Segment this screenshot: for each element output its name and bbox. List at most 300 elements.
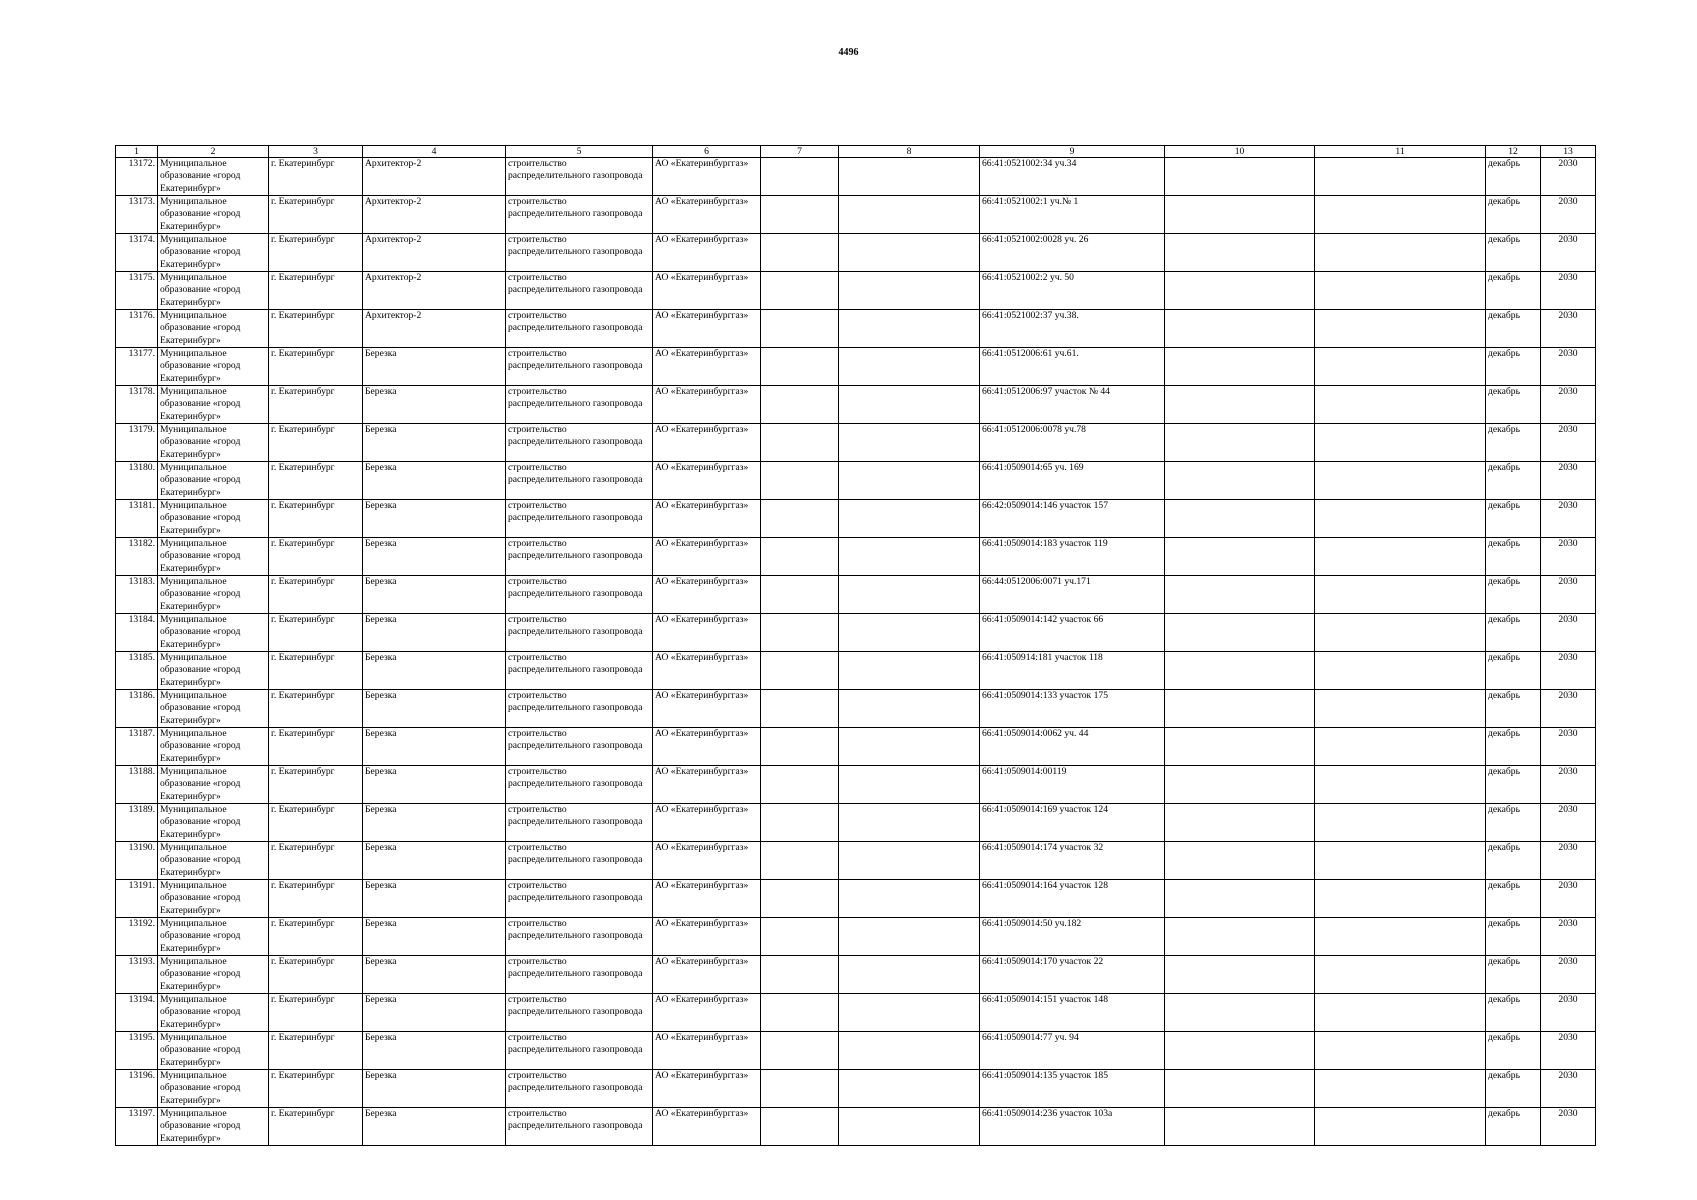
table-row: [116, 576, 1596, 614]
purpose-cell: строительство распределительного газопровода: [506, 918, 653, 956]
locality-cell: г. Екатеринбург: [269, 728, 363, 766]
column-11-cell: [1315, 918, 1486, 956]
settlement-cell: Березка: [363, 804, 506, 842]
column-header: 4: [363, 146, 506, 158]
column-8-cell: [839, 272, 980, 310]
column-header: 1: [116, 146, 158, 158]
purpose-cell: строительство распределительного газопровода: [506, 462, 653, 500]
locality-cell: г. Екатеринбург: [269, 690, 363, 728]
column-8-cell: [839, 576, 980, 614]
year-cell: 2030: [1541, 994, 1596, 1032]
locality-cell: г. Екатеринбург: [269, 424, 363, 462]
cadastral-number-cell: 66:41:0509014:183 участок 119: [980, 538, 1165, 576]
table-row: [116, 1108, 1596, 1146]
column-8-cell: [839, 804, 980, 842]
column-7-cell: [761, 196, 839, 234]
table-row: [116, 956, 1596, 994]
purpose-cell: строительство распределительного газопровода: [506, 614, 653, 652]
locality-cell: г. Екатеринбург: [269, 918, 363, 956]
locality-cell: г. Екатеринбург: [269, 196, 363, 234]
table-row: [116, 158, 1596, 196]
row-number-cell: 13176.: [116, 310, 158, 348]
column-10-cell: [1165, 538, 1315, 576]
operator-cell: АО «Екатеринбурггаз»: [653, 500, 761, 538]
month-cell: декабрь: [1486, 842, 1541, 880]
table-body: [116, 158, 1596, 1146]
locality-cell: г. Екатеринбург: [269, 386, 363, 424]
month-cell: декабрь: [1486, 690, 1541, 728]
table-row: [116, 348, 1596, 386]
column-7-cell: [761, 994, 839, 1032]
owner-cell: Муниципальное образование «город Екатеринбург»: [158, 196, 269, 234]
owner-cell: Муниципальное образование «город Екатеринбург»: [158, 994, 269, 1032]
row-number-cell: 13192.: [116, 918, 158, 956]
year-cell: 2030: [1541, 386, 1596, 424]
settlement-cell: Березка: [363, 1070, 506, 1108]
table-row: [116, 652, 1596, 690]
owner-cell: Муниципальное образование «город Екатеринбург»: [158, 690, 269, 728]
year-cell: 2030: [1541, 766, 1596, 804]
year-cell: 2030: [1541, 158, 1596, 196]
column-10-cell: [1165, 1070, 1315, 1108]
operator-cell: АО «Екатеринбурггаз»: [653, 766, 761, 804]
column-header: 8: [839, 146, 980, 158]
operator-cell: АО «Екатеринбурггаз»: [653, 348, 761, 386]
column-header: 10: [1165, 146, 1315, 158]
owner-cell: Муниципальное образование «город Екатеринбург»: [158, 728, 269, 766]
locality-cell: г. Екатеринбург: [269, 500, 363, 538]
column-11-cell: [1315, 766, 1486, 804]
row-number-cell: 13177.: [116, 348, 158, 386]
row-number-cell: 13173.: [116, 196, 158, 234]
column-11-cell: [1315, 956, 1486, 994]
settlement-cell: Березка: [363, 880, 506, 918]
year-cell: 2030: [1541, 196, 1596, 234]
column-10-cell: [1165, 880, 1315, 918]
purpose-cell: строительство распределительного газопровода: [506, 728, 653, 766]
row-number-cell: 13197.: [116, 1108, 158, 1146]
column-7-cell: [761, 728, 839, 766]
column-header: 7: [761, 146, 839, 158]
operator-cell: АО «Екатеринбурггаз»: [653, 462, 761, 500]
purpose-cell: строительство распределительного газопровода: [506, 234, 653, 272]
settlement-cell: Архитектор-2: [363, 196, 506, 234]
year-cell: 2030: [1541, 234, 1596, 272]
table-row: [116, 690, 1596, 728]
year-cell: 2030: [1541, 918, 1596, 956]
locality-cell: г. Екатеринбург: [269, 1070, 363, 1108]
owner-cell: Муниципальное образование «город Екатеринбург»: [158, 424, 269, 462]
settlement-cell: Березка: [363, 956, 506, 994]
owner-cell: Муниципальное образование «город Екатеринбург»: [158, 614, 269, 652]
owner-cell: Муниципальное образование «город Екатеринбург»: [158, 956, 269, 994]
year-cell: 2030: [1541, 842, 1596, 880]
purpose-cell: строительство распределительного газопровода: [506, 196, 653, 234]
purpose-cell: строительство распределительного газопровода: [506, 956, 653, 994]
row-number-cell: 13184.: [116, 614, 158, 652]
year-cell: 2030: [1541, 804, 1596, 842]
cadastral-number-cell: 66:41:0521002:37 уч.38.: [980, 310, 1165, 348]
owner-cell: Муниципальное образование «город Екатеринбург»: [158, 500, 269, 538]
settlement-cell: Березка: [363, 728, 506, 766]
column-10-cell: [1165, 576, 1315, 614]
column-11-cell: [1315, 424, 1486, 462]
cadastral-number-cell: 66:41:0521002:2 уч. 50: [980, 272, 1165, 310]
column-7-cell: [761, 956, 839, 994]
settlement-cell: Березка: [363, 842, 506, 880]
row-number-cell: 13182.: [116, 538, 158, 576]
operator-cell: АО «Екатеринбурггаз»: [653, 272, 761, 310]
purpose-cell: строительство распределительного газопровода: [506, 1108, 653, 1146]
column-11-cell: [1315, 804, 1486, 842]
locality-cell: г. Екатеринбург: [269, 310, 363, 348]
owner-cell: Муниципальное образование «город Екатеринбург»: [158, 842, 269, 880]
owner-cell: Муниципальное образование «город Екатеринбург»: [158, 272, 269, 310]
column-8-cell: [839, 196, 980, 234]
column-10-cell: [1165, 614, 1315, 652]
table-row: [116, 804, 1596, 842]
table-row: [116, 994, 1596, 1032]
column-8-cell: [839, 766, 980, 804]
locality-cell: г. Екатеринбург: [269, 766, 363, 804]
column-8-cell: [839, 994, 980, 1032]
month-cell: декабрь: [1486, 880, 1541, 918]
table-row: [116, 196, 1596, 234]
settlement-cell: Березка: [363, 690, 506, 728]
operator-cell: АО «Екатеринбурггаз»: [653, 310, 761, 348]
column-11-cell: [1315, 538, 1486, 576]
operator-cell: АО «Екатеринбурггаз»: [653, 652, 761, 690]
row-number-cell: 13175.: [116, 272, 158, 310]
row-number-cell: 13178.: [116, 386, 158, 424]
column-11-cell: [1315, 158, 1486, 196]
settlement-cell: Архитектор-2: [363, 158, 506, 196]
owner-cell: Муниципальное образование «город Екатеринбург»: [158, 918, 269, 956]
month-cell: декабрь: [1486, 652, 1541, 690]
month-cell: декабрь: [1486, 804, 1541, 842]
settlement-cell: Березка: [363, 576, 506, 614]
cadastral-number-cell: 66:41:0509014:00119: [980, 766, 1165, 804]
column-11-cell: [1315, 272, 1486, 310]
purpose-cell: строительство распределительного газопровода: [506, 576, 653, 614]
purpose-cell: строительство распределительного газопровода: [506, 348, 653, 386]
column-10-cell: [1165, 272, 1315, 310]
row-number-cell: 13194.: [116, 994, 158, 1032]
operator-cell: АО «Екатеринбурггаз»: [653, 614, 761, 652]
owner-cell: Муниципальное образование «город Екатеринбург»: [158, 804, 269, 842]
table-row: [116, 386, 1596, 424]
column-11-cell: [1315, 652, 1486, 690]
purpose-cell: строительство распределительного газопровода: [506, 1032, 653, 1070]
month-cell: декабрь: [1486, 348, 1541, 386]
column-8-cell: [839, 918, 980, 956]
page-number: 4496: [838, 47, 859, 58]
operator-cell: АО «Екатеринбурггаз»: [653, 1032, 761, 1070]
year-cell: 2030: [1541, 348, 1596, 386]
table-row: [116, 234, 1596, 272]
column-10-cell: [1165, 728, 1315, 766]
month-cell: декабрь: [1486, 158, 1541, 196]
year-cell: 2030: [1541, 462, 1596, 500]
cadastral-number-cell: 66:41:0509014:50 уч.182: [980, 918, 1165, 956]
cadastral-number-cell: 66:41:0512006:97 участок № 44: [980, 386, 1165, 424]
operator-cell: АО «Екатеринбурггаз»: [653, 994, 761, 1032]
table-row: [116, 272, 1596, 310]
month-cell: декабрь: [1486, 310, 1541, 348]
purpose-cell: строительство распределительного газопровода: [506, 386, 653, 424]
locality-cell: г. Екатеринбург: [269, 614, 363, 652]
settlement-cell: Березка: [363, 766, 506, 804]
year-cell: 2030: [1541, 652, 1596, 690]
column-7-cell: [761, 310, 839, 348]
column-8-cell: [839, 842, 980, 880]
column-7-cell: [761, 538, 839, 576]
locality-cell: г. Екатеринбург: [269, 652, 363, 690]
column-11-cell: [1315, 1070, 1486, 1108]
table-row: [116, 462, 1596, 500]
operator-cell: АО «Екатеринбурггаз»: [653, 842, 761, 880]
table-row: [116, 538, 1596, 576]
year-cell: 2030: [1541, 310, 1596, 348]
operator-cell: АО «Екатеринбурггаз»: [653, 234, 761, 272]
cadastral-number-cell: 66:41:0521002:34 уч.34: [980, 158, 1165, 196]
settlement-cell: Березка: [363, 538, 506, 576]
column-10-cell: [1165, 956, 1315, 994]
owner-cell: Муниципальное образование «город Екатеринбург»: [158, 462, 269, 500]
month-cell: декабрь: [1486, 994, 1541, 1032]
column-10-cell: [1165, 994, 1315, 1032]
owner-cell: Муниципальное образование «город Екатеринбург»: [158, 576, 269, 614]
purpose-cell: строительство распределительного газопровода: [506, 424, 653, 462]
column-11-cell: [1315, 1032, 1486, 1070]
data-table: [115, 145, 1596, 1146]
table-row: [116, 1070, 1596, 1108]
month-cell: декабрь: [1486, 728, 1541, 766]
column-7-cell: [761, 880, 839, 918]
year-cell: 2030: [1541, 424, 1596, 462]
month-cell: декабрь: [1486, 234, 1541, 272]
column-8-cell: [839, 462, 980, 500]
settlement-cell: Архитектор-2: [363, 310, 506, 348]
cadastral-number-cell: 66:41:0509014:174 участок 32: [980, 842, 1165, 880]
column-8-cell: [839, 956, 980, 994]
column-10-cell: [1165, 348, 1315, 386]
year-cell: 2030: [1541, 1070, 1596, 1108]
month-cell: декабрь: [1486, 272, 1541, 310]
row-number-cell: 13188.: [116, 766, 158, 804]
year-cell: 2030: [1541, 690, 1596, 728]
month-cell: декабрь: [1486, 196, 1541, 234]
row-number-cell: 13183.: [116, 576, 158, 614]
row-number-cell: 13191.: [116, 880, 158, 918]
operator-cell: АО «Екатеринбурггаз»: [653, 956, 761, 994]
column-7-cell: [761, 500, 839, 538]
column-10-cell: [1165, 386, 1315, 424]
table-row: [116, 918, 1596, 956]
column-10-cell: [1165, 1108, 1315, 1146]
locality-cell: г. Екатеринбург: [269, 956, 363, 994]
operator-cell: АО «Екатеринбурггаз»: [653, 158, 761, 196]
column-8-cell: [839, 386, 980, 424]
column-11-cell: [1315, 690, 1486, 728]
column-10-cell: [1165, 842, 1315, 880]
purpose-cell: строительство распределительного газопровода: [506, 766, 653, 804]
year-cell: 2030: [1541, 538, 1596, 576]
year-cell: 2030: [1541, 500, 1596, 538]
column-11-cell: [1315, 196, 1486, 234]
row-number-cell: 13186.: [116, 690, 158, 728]
purpose-cell: строительство распределительного газопровода: [506, 690, 653, 728]
owner-cell: Муниципальное образование «город Екатеринбург»: [158, 538, 269, 576]
column-10-cell: [1165, 1032, 1315, 1070]
operator-cell: АО «Екатеринбурггаз»: [653, 880, 761, 918]
owner-cell: Муниципальное образование «город Екатеринбург»: [158, 1070, 269, 1108]
cadastral-number-cell: 66:41:050914:181 участок 118: [980, 652, 1165, 690]
operator-cell: АО «Екатеринбурггаз»: [653, 576, 761, 614]
column-8-cell: [839, 310, 980, 348]
column-8-cell: [839, 614, 980, 652]
column-11-cell: [1315, 842, 1486, 880]
month-cell: декабрь: [1486, 576, 1541, 614]
month-cell: декабрь: [1486, 462, 1541, 500]
purpose-cell: строительство распределительного газопровода: [506, 310, 653, 348]
column-7-cell: [761, 842, 839, 880]
column-header: 11: [1315, 146, 1486, 158]
column-10-cell: [1165, 424, 1315, 462]
column-7-cell: [761, 462, 839, 500]
row-number-cell: 13174.: [116, 234, 158, 272]
purpose-cell: строительство распределительного газопровода: [506, 652, 653, 690]
column-header: 3: [269, 146, 363, 158]
cadastral-number-cell: 66:41:0521002:1 уч.№ 1: [980, 196, 1165, 234]
column-7-cell: [761, 1108, 839, 1146]
row-number-cell: 13187.: [116, 728, 158, 766]
table-row: [116, 880, 1596, 918]
column-10-cell: [1165, 766, 1315, 804]
column-8-cell: [839, 728, 980, 766]
column-header: 2: [158, 146, 269, 158]
locality-cell: г. Екатеринбург: [269, 804, 363, 842]
column-header: 5: [506, 146, 653, 158]
column-11-cell: [1315, 1108, 1486, 1146]
column-7-cell: [761, 158, 839, 196]
column-7-cell: [761, 690, 839, 728]
owner-cell: Муниципальное образование «город Екатеринбург»: [158, 1108, 269, 1146]
column-11-cell: [1315, 880, 1486, 918]
owner-cell: Муниципальное образование «город Екатеринбург»: [158, 348, 269, 386]
column-10-cell: [1165, 918, 1315, 956]
column-header: 9: [980, 146, 1165, 158]
month-cell: декабрь: [1486, 500, 1541, 538]
column-7-cell: [761, 348, 839, 386]
cadastral-number-cell: 66:41:0509014:170 участок 22: [980, 956, 1165, 994]
column-7-cell: [761, 272, 839, 310]
column-11-cell: [1315, 500, 1486, 538]
table-row: [116, 842, 1596, 880]
month-cell: декабрь: [1486, 766, 1541, 804]
settlement-cell: Березка: [363, 994, 506, 1032]
year-cell: 2030: [1541, 956, 1596, 994]
cadastral-number-cell: 66:41:0521002:0028 уч. 26: [980, 234, 1165, 272]
table-row: [116, 728, 1596, 766]
purpose-cell: строительство распределительного газопровода: [506, 804, 653, 842]
row-number-cell: 13193.: [116, 956, 158, 994]
cadastral-number-cell: 66:41:0509014:164 участок 128: [980, 880, 1165, 918]
owner-cell: Муниципальное образование «город Екатеринбург»: [158, 234, 269, 272]
locality-cell: г. Екатеринбург: [269, 576, 363, 614]
cadastral-number-cell: 66:41:0509014:0062 уч. 44: [980, 728, 1165, 766]
purpose-cell: строительство распределительного газопровода: [506, 994, 653, 1032]
column-10-cell: [1165, 462, 1315, 500]
year-cell: 2030: [1541, 1108, 1596, 1146]
month-cell: декабрь: [1486, 386, 1541, 424]
row-number-cell: 13180.: [116, 462, 158, 500]
column-7-cell: [761, 918, 839, 956]
year-cell: 2030: [1541, 728, 1596, 766]
column-7-cell: [761, 766, 839, 804]
column-8-cell: [839, 1070, 980, 1108]
month-cell: декабрь: [1486, 1070, 1541, 1108]
row-number-cell: 13181.: [116, 500, 158, 538]
row-number-cell: 13195.: [116, 1032, 158, 1070]
settlement-cell: Березка: [363, 386, 506, 424]
operator-cell: АО «Екатеринбурггаз»: [653, 196, 761, 234]
purpose-cell: строительство распределительного газопровода: [506, 1070, 653, 1108]
cadastral-number-cell: 66:41:0509014:135 участок 185: [980, 1070, 1165, 1108]
column-8-cell: [839, 348, 980, 386]
owner-cell: Муниципальное образование «город Екатеринбург»: [158, 158, 269, 196]
row-number-cell: 13189.: [116, 804, 158, 842]
column-10-cell: [1165, 158, 1315, 196]
owner-cell: Муниципальное образование «город Екатеринбург»: [158, 652, 269, 690]
owner-cell: Муниципальное образование «город Екатеринбург»: [158, 880, 269, 918]
month-cell: декабрь: [1486, 538, 1541, 576]
column-header: 13: [1541, 146, 1596, 158]
locality-cell: г. Екатеринбург: [269, 994, 363, 1032]
column-10-cell: [1165, 310, 1315, 348]
purpose-cell: строительство распределительного газопровода: [506, 158, 653, 196]
year-cell: 2030: [1541, 880, 1596, 918]
settlement-cell: Березка: [363, 614, 506, 652]
purpose-cell: строительство распределительного газопровода: [506, 538, 653, 576]
column-11-cell: [1315, 310, 1486, 348]
column-8-cell: [839, 652, 980, 690]
operator-cell: АО «Екатеринбурггаз»: [653, 386, 761, 424]
column-10-cell: [1165, 690, 1315, 728]
cadastral-number-cell: 66:41:0509014:169 участок 124: [980, 804, 1165, 842]
column-7-cell: [761, 614, 839, 652]
column-8-cell: [839, 234, 980, 272]
settlement-cell: Березка: [363, 500, 506, 538]
row-number-cell: 13179.: [116, 424, 158, 462]
month-cell: декабрь: [1486, 424, 1541, 462]
table-row: [116, 614, 1596, 652]
header-row: [116, 146, 1596, 158]
month-cell: декабрь: [1486, 614, 1541, 652]
year-cell: 2030: [1541, 272, 1596, 310]
settlement-cell: Березка: [363, 348, 506, 386]
year-cell: 2030: [1541, 614, 1596, 652]
settlement-cell: Березка: [363, 918, 506, 956]
column-7-cell: [761, 1070, 839, 1108]
settlement-cell: Архитектор-2: [363, 234, 506, 272]
column-header: 6: [653, 146, 761, 158]
operator-cell: АО «Екатеринбурггаз»: [653, 918, 761, 956]
settlement-cell: Березка: [363, 1032, 506, 1070]
column-11-cell: [1315, 462, 1486, 500]
column-7-cell: [761, 386, 839, 424]
column-8-cell: [839, 424, 980, 462]
